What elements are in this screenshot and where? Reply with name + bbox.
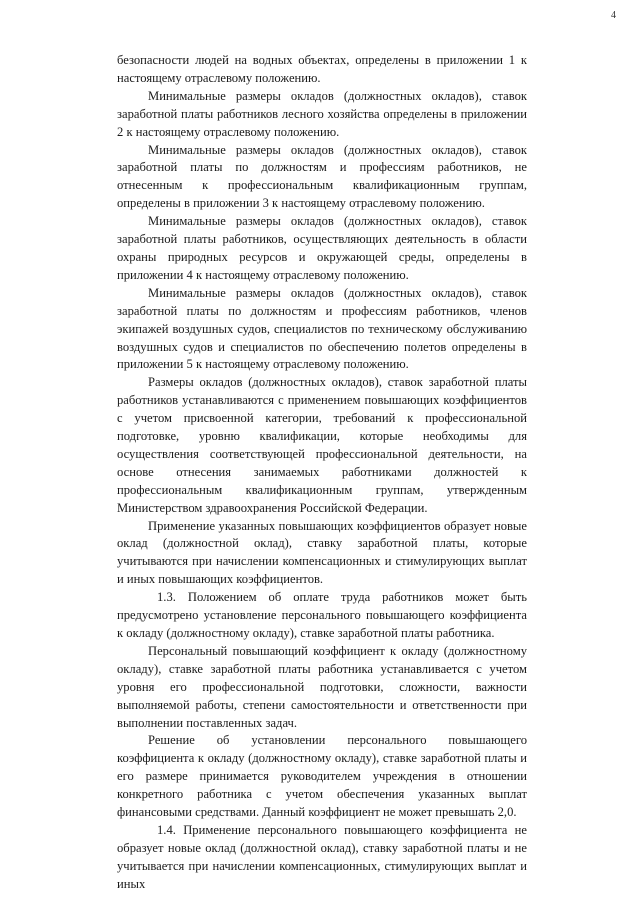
paragraph-personal-coefficient: Персональный повышающий коэффициент к окладу (должностному окладу), ставке заработной платы работника устанавливается с учетом уровня его профессиональной подготовки, сложности, важности выполняемой работы, степени самостоятельности и ответственности при выполнении поставленных задач.	[117, 643, 527, 730]
document-body	[117, 52, 527, 894]
paragraph-section-1-3: 1.3. Положением об оплате труда работников может быть предусмотрено установление персонального повышающего коэффициента к окладу (должностному окладу), ставке заработной платы работника.	[117, 590, 527, 640]
paragraph-coefficient-application: Применение указанных повышающих коэффициентов образует новые оклад (должностной оклад), ставку заработной платы, которые учитываются при начислении компенсационных и стимулирующих выплат и иных повышающих коэффициентов.	[117, 518, 527, 587]
paragraph-appendix-4: Минимальные размеры окладов (должностных окладов), ставок заработной платы работников, осуществляющих деятельность в области охраны природных ресурсов и окружающей среды, определены в приложении 4 к настоящему отраслевому положению.	[117, 214, 527, 282]
paragraph-continuation: безопасности людей на водных объектах, определены в приложении 1 к настоящему отраслевому положению.	[117, 53, 527, 85]
paragraph-appendix-5: Минимальные размеры окладов (должностных окладов), ставок заработной платы по должностям и профессиям работников, членов экипажей воздушных судов, специалистов по техническому обслуживанию воздушных судов и специалистов по обеспечению полетов определены в приложении 5 к настоящему отраслевому положению.	[117, 285, 527, 372]
page-number: 4	[611, 10, 616, 21]
paragraph-appendix-3: Минимальные размеры окладов (должностных окладов), ставок заработной платы по должностям и профессиям работников, не отнесенным к профессиональным квалификационным группам, определены в приложении 3 к настоящему отраслевому положению.	[117, 142, 527, 211]
paragraph-appendix-2: Минимальные размеры окладов (должностных окладов), ставок заработной платы работников лесного хозяйства определены в приложении 2 к настоящему отраслевому положению.	[117, 88, 527, 139]
paragraph-salary-coefficients: Размеры окладов (должностных окладов), ставок заработной платы работников устанавливаются с применением повышающих коэффициентов с учетом присвоенной категории, требований к профессиональной подготовке, уровню квалификации, которые необходимы для осуществления соответствующей профессиональной деятельности, на основе отнесения занимаемых работниками должностей к профессиональным квалификационным группам, утвержденным Министерством здравоохранения Российской Федерации.	[117, 375, 527, 515]
paragraph-coefficient-decision: Решение об установлении персонального повышающего коэффициента к окладу (должностному окладу), ставке заработной платы и его размере принимается руководителем учреждения в отношении конкретного работника с учетом обеспечения указанных выплат финансовыми средствами. Данный коэффициент не может превышать 2,0.	[117, 733, 527, 820]
paragraph-section-1-4: 1.4. Применение персонального повышающего коэффициента не образует новые оклад (должностной оклад), ставку заработной платы и не учитывается при начислении компенсационных, стимулирующих выплат и иных	[117, 822, 527, 891]
